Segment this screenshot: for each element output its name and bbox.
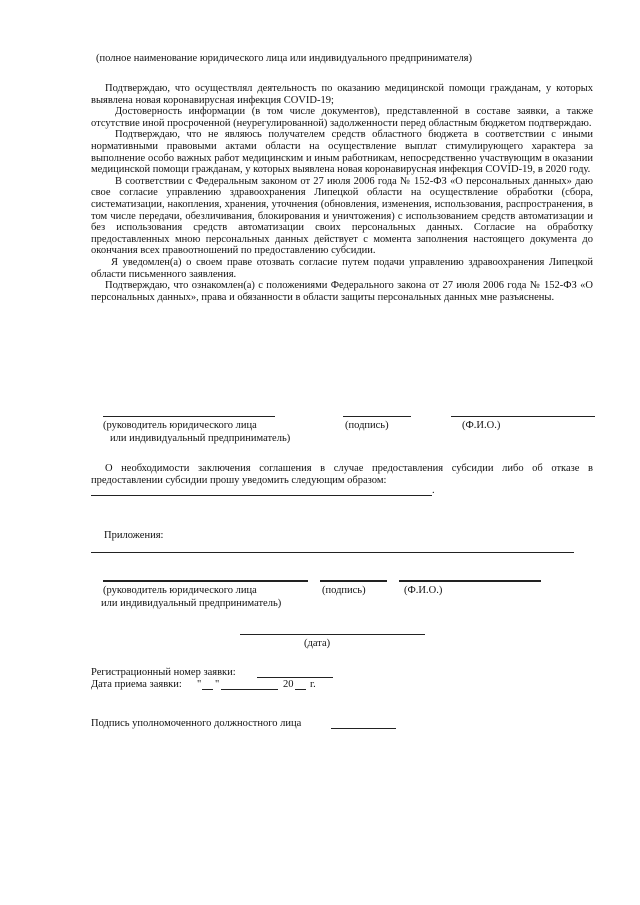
signature-caption-2: (подпись) <box>322 585 366 596</box>
signature-line[interactable] <box>343 416 411 417</box>
full-name-line-2[interactable] <box>399 580 541 582</box>
paragraph-acquainted: Подтверждаю, что ознакомлен(а) с положениями Федерального закона от 27 июля 2006 года № 152-ФЗ «О персональных данных», права и обязанности в области защиты персональных данных мне разъяснены. <box>91 280 593 303</box>
paragraph-reliability: Достоверность информации (в том числе документов), представленной в составе заявки, а также отсутствие иной просроченной (неурегулированной) задолженности перед областным бюджетом подтверждаю. <box>91 106 593 129</box>
paragraph-consent: В соответствии с Федеральным законом от 27 июля 2006 года № 152-ФЗ «О персональных данных» даю свое согласие управлению здравоохранения Липецкой области на осуществление обработки (сбора, систематизации, накопления, хранения, уточнения (обновления, изменения, использования, распространения, в том числе передачи, обезличивания, блокирования и уничтожения) с использованием средств автоматизации и без использования средств автоматизации своих персональных данных. Согласие на обработку предоставленных мною персональных данных действует с момента заполнения настоящего документа до окончания всех правоотношений по предоставлению субсидии. <box>91 175 593 257</box>
registration-number-label: Регистрационный номер заявки: <box>91 667 236 678</box>
signature-line-2[interactable] <box>320 580 387 582</box>
receipt-year-prefix: 20 <box>283 679 294 690</box>
paragraph-not-recipient: Подтверждаю, что не являюсь получателем средств областного бюджета в соответствии с иными нормативными правовыми актами области на осуществление выплат стимулирующего характера за выполнение особо важных работ медицинским и иным работникам, непосредственно участвующим в оказании медицинской помощи гражданам, у которых выявлена новая коронавирусная инфекция COVID-19, в 2020 году. <box>91 129 593 176</box>
official-signature-line[interactable] <box>331 728 396 729</box>
notification-method-line[interactable] <box>91 495 432 496</box>
receipt-date-open-quote: " <box>197 679 202 690</box>
head-name-line[interactable] <box>103 416 275 417</box>
receipt-date-label: Дата приема заявки: <box>91 679 182 690</box>
role-caption-line1: (руководитель юридического лица <box>103 420 257 431</box>
paragraph-activity: Подтверждаю, что осуществлял деятельность по оказанию медицинской помощи гражданам, у которых выявлена новая коронавирусная инфекция COVID-19; <box>91 83 593 106</box>
receipt-year-field[interactable] <box>295 689 306 690</box>
full-name-caption: (Ф.И.О.) <box>462 420 501 431</box>
receipt-date-close-quote: " <box>215 679 220 690</box>
paragraph-notified: Я уведомлен(а) о своем праве отозвать согласие путем подачи управлению здравоохранения Липецкой области письменного заявления. <box>91 256 593 280</box>
signature-caption: (подпись) <box>345 420 389 431</box>
head-name-line-2[interactable] <box>103 580 308 582</box>
full-name-line[interactable] <box>451 416 595 417</box>
date-caption: (дата) <box>304 638 331 649</box>
receipt-year-suffix: г. <box>310 679 316 690</box>
receipt-day-field[interactable] <box>202 689 213 690</box>
full-name-caption-2: (Ф.И.О.) <box>404 585 443 596</box>
registration-number-field[interactable] <box>257 677 333 678</box>
role-caption-2-line2: или индивидуальный предприниматель) <box>101 598 282 609</box>
attachments-label: Приложения: <box>104 530 164 541</box>
notification-tail: . <box>432 485 435 496</box>
attachments-line[interactable] <box>91 552 574 553</box>
receipt-month-field[interactable] <box>221 689 278 690</box>
notification-request: О необходимости заключения соглашения в случае предоставления субсидии либо об отказе в предоставлении субсидии прошу уведомить следующим образом: <box>91 463 593 486</box>
organization-name-caption: (полное наименование юридического лица или индивидуального предпринимателя) <box>96 53 473 64</box>
official-signature-label: Подпись уполномоченного должностного лица <box>91 718 302 729</box>
role-caption-2-line1: (руководитель юридического лица <box>103 585 257 596</box>
declarations-body <box>91 83 593 303</box>
role-caption-line2: или индивидуальный предприниматель) <box>110 433 291 444</box>
date-line[interactable] <box>240 634 425 635</box>
